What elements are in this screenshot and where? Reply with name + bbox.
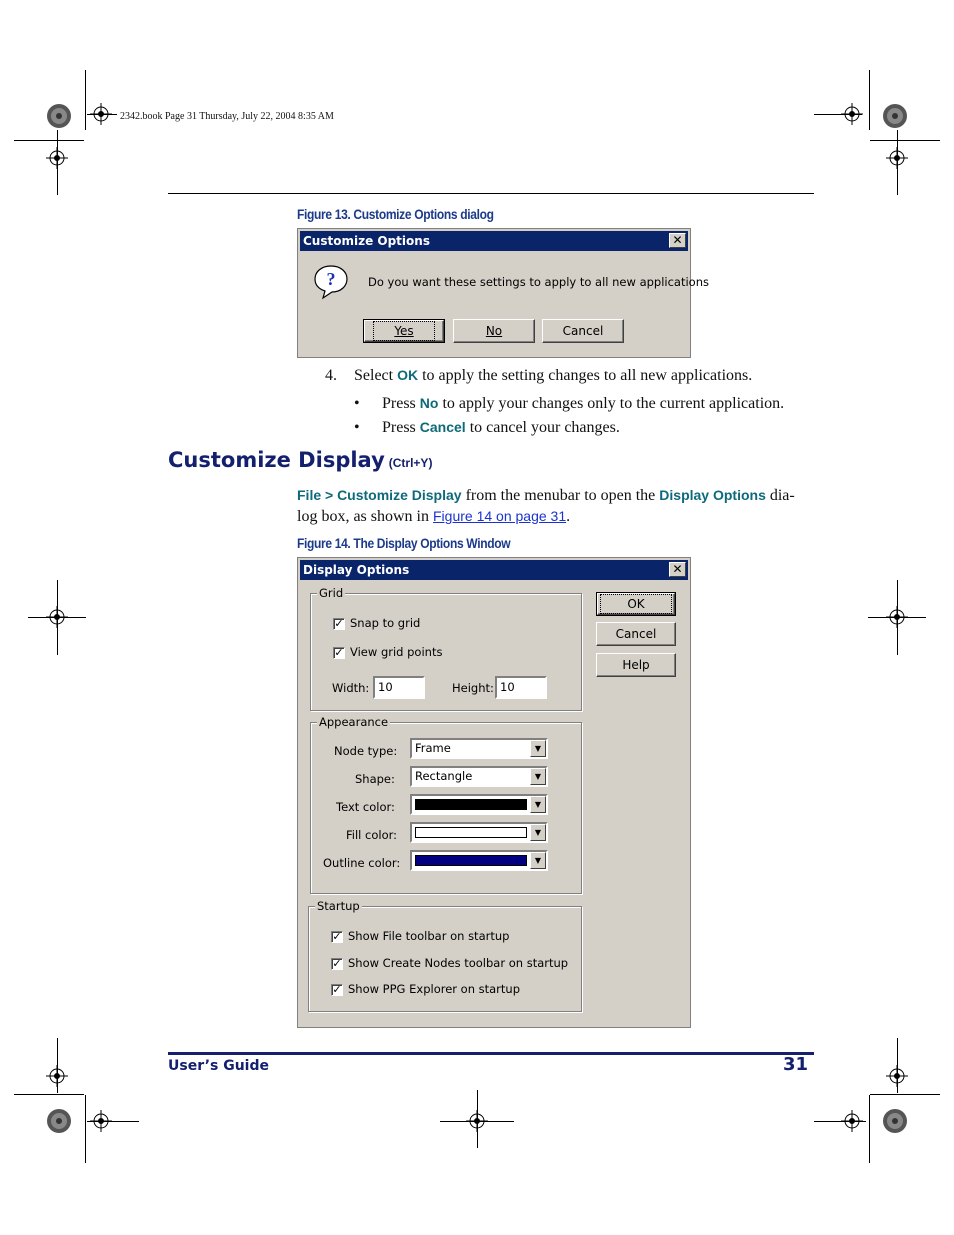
bullet-1-pre: Press xyxy=(382,395,420,412)
figure14-link[interactable]: Figure 14 on page 31 xyxy=(433,508,567,524)
shape-value: Rectangle xyxy=(415,769,473,783)
section-paragraph xyxy=(297,485,817,527)
dialog-titlebar xyxy=(300,231,688,251)
show-create-nodes-toolbar-checkbox[interactable]: ✓ xyxy=(332,957,342,970)
ok-button-label: OK xyxy=(600,594,671,614)
figure13-caption: Figure 13. Customize Options dialog xyxy=(297,206,494,222)
footer-title: User’s Guide xyxy=(168,1058,269,1074)
header-rule xyxy=(168,193,814,194)
text-color-picker[interactable] xyxy=(410,794,548,815)
svg-text:?: ? xyxy=(326,269,336,289)
display-options-keyword: Display Options xyxy=(659,487,766,503)
fill-color-label: Fill color: xyxy=(346,828,398,842)
show-create-nodes-toolbar-label: Show Create Nodes toolbar on startup xyxy=(348,956,569,970)
para-text-1: from the menubar to open the xyxy=(461,487,660,504)
dropdown-arrow-icon[interactable]: ▼ xyxy=(530,768,546,785)
startup-legend: Startup xyxy=(317,899,360,913)
height-input[interactable]: 10 xyxy=(495,676,547,699)
fill-color-swatch xyxy=(415,827,527,838)
section-shortcut: (Ctrl+Y) xyxy=(388,456,433,470)
display-options-dialog xyxy=(297,557,691,1028)
outline-color-picker[interactable] xyxy=(410,850,548,871)
text-color-swatch xyxy=(415,799,527,810)
view-grid-points-checkbox[interactable]: ✓ xyxy=(334,646,344,659)
dropdown-arrow-icon[interactable]: ▼ xyxy=(530,740,546,757)
figure14-caption: Figure 14. The Display Options Window xyxy=(297,535,511,551)
outline-color-label: Outline color: xyxy=(323,856,401,870)
dialog-message: Do you want these settings to apply to all new applications xyxy=(368,275,709,289)
step-4-text xyxy=(354,365,752,386)
node-type-label: Node type: xyxy=(334,744,398,758)
width-label: Width: xyxy=(332,681,370,695)
step-4 xyxy=(325,365,337,386)
dropdown-arrow-icon[interactable]: ▼ xyxy=(530,796,546,813)
step-pre: Select xyxy=(354,367,398,384)
footer-rule xyxy=(168,1052,814,1055)
cancel-button-label: Cancel xyxy=(562,324,604,338)
bullet-1-post: to apply your changes only to the current application. xyxy=(438,395,785,412)
show-file-toolbar-checkbox[interactable]: ✓ xyxy=(332,930,342,943)
cancel-button[interactable] xyxy=(596,622,676,646)
cancel-button[interactable] xyxy=(542,319,624,343)
ok-button[interactable] xyxy=(597,593,675,615)
text-color-label: Text color: xyxy=(336,800,395,814)
snap-to-grid-label: Snap to grid xyxy=(350,616,421,630)
dropdown-arrow-icon[interactable]: ▼ xyxy=(530,824,546,841)
node-type-select[interactable] xyxy=(410,738,548,759)
bullet-2-post: to cancel your changes. xyxy=(465,419,620,436)
dropdown-arrow-icon[interactable]: ▼ xyxy=(530,852,546,869)
view-grid-points-label: View grid points xyxy=(350,645,443,659)
yes-button[interactable] xyxy=(364,320,444,342)
show-ppg-explorer-label: Show PPG Explorer on startup xyxy=(348,982,521,996)
fill-color-picker[interactable] xyxy=(410,822,548,843)
outline-color-swatch xyxy=(415,855,527,866)
show-file-toolbar-label: Show File toolbar on startup xyxy=(348,929,510,943)
dialog-title: Customize Options xyxy=(303,234,430,248)
grid-group xyxy=(310,586,582,711)
height-label: Height: xyxy=(452,681,494,695)
bullet-dot-1: • xyxy=(354,395,360,412)
no-button[interactable] xyxy=(453,319,535,343)
shape-label: Shape: xyxy=(355,772,395,786)
menu-path-keyword: File > Customize Display xyxy=(297,487,462,503)
show-ppg-explorer-checkbox[interactable]: ✓ xyxy=(332,983,342,996)
grid-legend: Grid xyxy=(319,586,344,600)
help-button[interactable] xyxy=(596,653,676,677)
section-heading xyxy=(168,448,432,472)
page-number: 31 xyxy=(783,1054,809,1075)
dialog-titlebar xyxy=(300,560,688,580)
appearance-group xyxy=(310,715,582,894)
bullet-item-2 xyxy=(382,417,620,438)
node-type-value: Frame xyxy=(415,741,451,755)
close-button[interactable]: ✕ xyxy=(669,562,686,577)
width-input[interactable]: 10 xyxy=(373,676,425,699)
para-text-3: log box, as shown in xyxy=(297,508,433,525)
step-number: 4. xyxy=(325,367,337,384)
no-button-label: No xyxy=(485,324,503,338)
help-button-label: Help xyxy=(622,658,650,672)
step-ok-keyword: OK xyxy=(397,367,419,383)
book-slug: 2342.book Page 31 Thursday, July 22, 2004 8:35 AM xyxy=(120,111,334,122)
para-text-4: . xyxy=(566,508,571,525)
bullet-dot-2: • xyxy=(354,419,360,436)
question-icon xyxy=(312,263,350,301)
para-text-2: dia- xyxy=(765,487,795,504)
customize-options-dialog xyxy=(297,228,709,358)
bullet-2-keyword: Cancel xyxy=(419,419,466,435)
appearance-legend: Appearance xyxy=(319,715,389,729)
snap-to-grid-checkbox[interactable]: ✓ xyxy=(334,617,344,630)
bullet-item-1 xyxy=(382,393,784,414)
startup-group xyxy=(308,899,582,1012)
bullet-1-keyword: No xyxy=(419,395,439,411)
section-title: Customize Display xyxy=(168,448,385,472)
step-post: to apply the setting changes to all new applications. xyxy=(418,367,753,384)
cancel-button-label: Cancel xyxy=(615,627,657,641)
yes-button-label: Yes xyxy=(373,321,434,341)
shape-select[interactable] xyxy=(410,766,548,787)
close-button[interactable]: ✕ xyxy=(669,233,686,248)
bullet-2-pre: Press xyxy=(382,419,420,436)
dialog-title: Display Options xyxy=(303,563,410,577)
